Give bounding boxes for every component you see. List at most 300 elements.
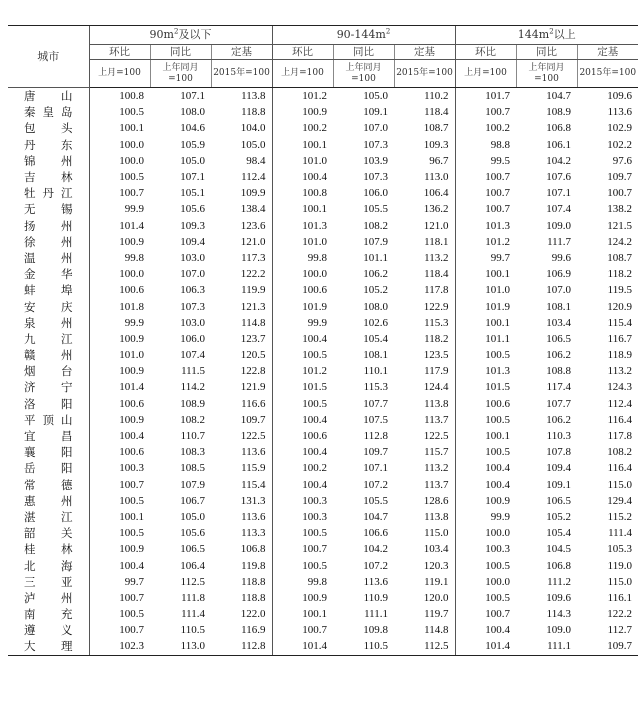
value-cell: 107.6 [546, 171, 571, 184]
sub-header-yoy: 同比 [150, 45, 211, 60]
value-cell: 129.4 [607, 494, 632, 507]
value-cell: 100.0 [89, 137, 150, 153]
table-row [8, 185, 638, 201]
value-cell: 128.6 [423, 494, 449, 507]
value-cell: 100.7 [455, 606, 516, 622]
value-cell: 100.1 [89, 120, 150, 136]
value-cell: 116.4 [607, 462, 632, 475]
value-cell: 122.9 [423, 300, 449, 313]
value-cell: 101.1 [363, 251, 388, 264]
city-name-cell: 金华 [24, 267, 73, 282]
value-cell: 114.8 [424, 624, 449, 637]
value-cell: 100.8 [89, 88, 150, 105]
value-cell: 100.5 [89, 525, 150, 541]
value-cell: 103.0 [180, 316, 205, 329]
value-cell: 118.2 [607, 268, 632, 281]
value-cell: 108.3 [180, 446, 205, 459]
value-cell: 100.4 [455, 460, 516, 476]
unit-header-yoy: 上年同月=100 [333, 60, 394, 88]
value-cell: 100.9 [272, 590, 333, 606]
value-cell: 100.2 [272, 120, 333, 136]
city-name-cell: 吉林 [24, 170, 73, 185]
table-row [8, 396, 638, 412]
sub-header-base: 定基 [394, 45, 455, 60]
value-cell: 96.7 [429, 154, 449, 167]
value-cell: 114.2 [180, 381, 205, 394]
value-cell: 100.6 [455, 396, 516, 412]
value-cell: 107.0 [180, 268, 205, 281]
table-row [8, 169, 638, 185]
value-cell: 107.7 [546, 397, 571, 410]
value-cell: 100.4 [89, 557, 150, 573]
value-cell: 100.4 [272, 477, 333, 493]
value-cell: 109.1 [546, 478, 571, 491]
table-row [8, 379, 638, 395]
value-cell: 112.7 [607, 624, 632, 637]
value-cell: 100.4 [272, 412, 333, 428]
value-cell: 109.6 [607, 90, 632, 103]
value-cell: 120.0 [423, 591, 449, 604]
value-cell: 112.5 [180, 575, 205, 588]
value-cell: 105.5 [363, 494, 388, 507]
value-cell: 103.4 [423, 543, 449, 556]
table-row [8, 347, 638, 363]
value-cell: 105.4 [363, 332, 388, 345]
value-cell: 105.4 [546, 527, 571, 540]
city-name-cell: 秦皇岛 [24, 105, 73, 120]
value-cell: 110.3 [546, 430, 571, 443]
table-row [8, 638, 638, 655]
value-cell: 113.6 [363, 575, 388, 588]
value-cell: 107.9 [363, 235, 388, 248]
value-cell: 108.0 [180, 106, 205, 119]
value-cell: 109.7 [577, 638, 638, 655]
city-name-cell: 北海 [24, 558, 73, 573]
value-cell: 113.2 [607, 365, 632, 378]
table-row [8, 120, 638, 136]
value-cell: 112.8 [363, 430, 388, 443]
table-row [8, 477, 638, 493]
unit-header-base: 2015年=100 [211, 60, 272, 88]
value-cell: 107.3 [180, 300, 205, 313]
value-cell: 111.8 [181, 591, 205, 604]
value-cell: 108.1 [363, 349, 388, 362]
group-header-over-144: $144m^2$以上 [455, 26, 638, 45]
city-name-cell: 岳阳 [24, 461, 73, 476]
value-cell: 101.9 [272, 298, 333, 314]
value-cell: 121.5 [607, 219, 632, 232]
value-cell: 114.3 [546, 608, 571, 621]
value-cell: 113.2 [424, 251, 449, 264]
value-cell: 105.2 [546, 510, 571, 523]
value-cell: 113.8 [424, 397, 449, 410]
value-cell: 100.4 [272, 331, 333, 347]
city-name-cell: 遵义 [24, 623, 73, 638]
table-row [8, 137, 638, 153]
table-row [8, 590, 638, 606]
value-cell: 111.4 [608, 527, 632, 540]
table-row [8, 541, 638, 557]
city-name-cell: 徐州 [24, 234, 73, 249]
table-row [8, 218, 638, 234]
value-cell: 121.0 [423, 219, 449, 232]
table-row [8, 428, 638, 444]
value-cell: 106.2 [546, 413, 571, 426]
value-cell: 124.2 [607, 235, 632, 248]
value-cell: 99.9 [455, 509, 516, 525]
value-cell: 101.1 [455, 331, 516, 347]
value-cell: 106.2 [546, 349, 571, 362]
city-name-cell: 温州 [24, 250, 73, 265]
value-cell: 101.0 [272, 234, 333, 250]
value-cell: 109.7 [607, 171, 632, 184]
value-cell: 118.4 [424, 268, 449, 281]
value-cell: 108.9 [180, 397, 205, 410]
value-cell: 107.1 [180, 90, 205, 103]
value-cell: 123.5 [423, 349, 449, 362]
value-cell: 100.7 [455, 201, 516, 217]
value-cell: 113.0 [424, 171, 449, 184]
value-cell: 116.4 [607, 413, 632, 426]
value-cell: 100.6 [89, 282, 150, 298]
group-header-under-90: $90m^2$及以下 [89, 26, 272, 45]
value-cell: 109.7 [363, 446, 388, 459]
city-name-cell: 洛阳 [24, 396, 73, 411]
value-cell: 100.4 [272, 444, 333, 460]
value-cell: 113.8 [424, 510, 449, 523]
table-row [8, 104, 638, 120]
value-cell: 124.4 [423, 381, 449, 394]
value-cell: 100.4 [272, 169, 333, 185]
value-cell: 100.7 [455, 169, 516, 185]
value-cell: 107.1 [180, 171, 205, 184]
value-cell: 109.0 [546, 219, 571, 232]
table-row [8, 88, 638, 105]
value-cell: 117.8 [424, 284, 449, 297]
value-cell: 107.9 [180, 478, 205, 491]
city-name-cell: 韶关 [24, 526, 73, 541]
value-cell: 104.0 [240, 122, 266, 135]
value-cell: 119.5 [607, 284, 632, 297]
value-cell: 100.5 [272, 396, 333, 412]
value-cell: 115.3 [424, 316, 449, 329]
value-cell: 113.6 [241, 446, 266, 459]
value-cell: 100.7 [455, 104, 516, 120]
value-cell: 108.2 [363, 219, 388, 232]
value-cell: 100.1 [455, 428, 516, 444]
value-cell: 100.3 [455, 541, 516, 557]
value-cell: 106.9 [546, 268, 571, 281]
table-row [8, 460, 638, 476]
value-cell: 122.5 [423, 430, 449, 443]
city-name-cell: 济宁 [24, 380, 73, 395]
value-cell: 100.6 [89, 396, 150, 412]
value-cell: 108.0 [363, 300, 388, 313]
value-cell: 122.8 [240, 365, 266, 378]
city-name-cell: 烟台 [24, 364, 73, 379]
value-cell: 100.3 [272, 493, 333, 509]
unit-header-mom: 上月=100 [272, 60, 333, 88]
city-name-cell: 丹东 [24, 137, 73, 152]
value-cell: 106.2 [363, 268, 388, 281]
value-cell: 109.8 [363, 624, 388, 637]
value-cell: 99.9 [89, 201, 150, 217]
value-cell: 100.2 [272, 460, 333, 476]
value-cell: 100.7 [455, 185, 516, 201]
value-cell: 122.2 [240, 268, 266, 281]
value-cell: 100.5 [455, 412, 516, 428]
value-cell: 108.7 [423, 122, 449, 135]
value-cell: 102.6 [363, 316, 388, 329]
value-cell: 100.3 [89, 460, 150, 476]
value-cell: 105.0 [180, 154, 205, 167]
value-cell: 113.8 [241, 90, 266, 103]
value-cell: 110.2 [424, 90, 449, 103]
sub-header-mom: 环比 [272, 45, 333, 60]
value-cell: 117.4 [546, 381, 571, 394]
value-cell: 118.8 [241, 575, 266, 588]
value-cell: 99.8 [272, 250, 333, 266]
city-name-cell: 泉州 [24, 315, 73, 330]
city-name-cell: 常德 [24, 477, 73, 492]
value-cell: 138.4 [240, 203, 266, 216]
value-cell: 107.4 [180, 349, 205, 362]
city-name-cell: 三亚 [24, 574, 73, 589]
value-cell: 100.1 [272, 137, 333, 153]
value-cell: 104.2 [546, 154, 571, 167]
table-row [8, 557, 638, 573]
value-cell: 100.9 [89, 234, 150, 250]
value-cell: 106.5 [546, 332, 571, 345]
value-cell: 107.3 [363, 171, 388, 184]
value-cell: 111.5 [181, 365, 205, 378]
value-cell: 100.5 [89, 104, 150, 120]
table-row [8, 525, 638, 541]
unit-header-mom: 上月=100 [89, 60, 150, 88]
value-cell: 100.5 [89, 169, 150, 185]
value-cell: 117.8 [607, 430, 632, 443]
value-cell: 117.9 [424, 365, 449, 378]
value-cell: 112.8 [211, 638, 272, 655]
city-name-cell: 惠州 [24, 493, 73, 508]
value-cell: 107.7 [363, 397, 388, 410]
sub-header-mom: 环比 [455, 45, 516, 60]
value-cell: 100.6 [272, 282, 333, 298]
value-cell: 101.0 [89, 347, 150, 363]
value-cell: 113.3 [241, 527, 266, 540]
city-name-cell: 襄阳 [24, 445, 73, 460]
value-cell: 115.0 [607, 478, 632, 491]
value-cell: 113.0 [150, 638, 211, 655]
sub-header-yoy: 同比 [516, 45, 577, 60]
value-cell: 98.4 [246, 154, 266, 167]
value-cell: 113.7 [424, 413, 449, 426]
value-cell: 105.2 [363, 284, 388, 297]
value-cell: 123.6 [240, 219, 266, 232]
table-row [8, 509, 638, 525]
value-cell: 100.0 [89, 266, 150, 282]
value-cell: 102.3 [89, 638, 150, 655]
value-cell: 99.8 [89, 250, 150, 266]
city-name-cell: 牡丹江 [24, 186, 73, 201]
value-cell: 99.7 [455, 250, 516, 266]
value-cell: 115.7 [424, 446, 449, 459]
value-cell: 100.7 [89, 477, 150, 493]
value-cell: 100.0 [455, 525, 516, 541]
value-cell: 100.9 [89, 541, 150, 557]
value-cell: 119.9 [241, 284, 266, 297]
value-cell: 118.8 [241, 591, 266, 604]
value-cell: 108.2 [180, 413, 205, 426]
value-cell: 111.7 [547, 235, 571, 248]
city-name-cell: 九江 [24, 331, 73, 346]
value-cell: 107.2 [363, 478, 388, 491]
value-cell: 108.2 [607, 446, 632, 459]
value-cell: 110.9 [363, 591, 388, 604]
value-cell: 115.4 [241, 478, 266, 491]
value-cell: 101.3 [455, 218, 516, 234]
value-cell: 101.9 [455, 298, 516, 314]
value-cell: 110.7 [180, 430, 205, 443]
table-row [8, 266, 638, 282]
value-cell: 105.0 [180, 510, 205, 523]
value-cell: 108.8 [546, 365, 571, 378]
value-cell: 100.4 [89, 428, 150, 444]
city-name-cell: 赣州 [24, 348, 73, 363]
city-name-cell: 安庆 [24, 299, 73, 314]
city-name-cell: 湛江 [24, 509, 73, 524]
city-name-cell: 锦州 [24, 153, 73, 168]
value-cell: 103.4 [546, 316, 571, 329]
value-cell: 121.3 [240, 300, 266, 313]
value-cell: 99.9 [89, 315, 150, 331]
value-cell: 106.4 [180, 559, 205, 572]
value-cell: 103.9 [363, 154, 388, 167]
value-cell: 106.8 [546, 122, 571, 135]
value-cell: 122.0 [240, 608, 266, 621]
value-cell: 116.6 [241, 397, 266, 410]
value-cell: 117.3 [241, 251, 266, 264]
value-cell: 101.0 [272, 153, 333, 169]
value-cell: 108.9 [546, 106, 571, 119]
value-cell: 123.7 [240, 332, 266, 345]
table-row [8, 363, 638, 379]
value-cell: 121.9 [240, 381, 266, 394]
value-cell: 101.4 [272, 638, 333, 655]
value-cell: 122.5 [240, 430, 266, 443]
value-cell: 100.9 [89, 331, 150, 347]
value-cell: 106.8 [546, 559, 571, 572]
value-cell: 109.0 [546, 624, 571, 637]
value-cell: 119.7 [424, 608, 449, 621]
table-row [8, 444, 638, 460]
value-cell: 100.7 [272, 541, 333, 557]
city-name-cell: 蚌埠 [24, 283, 73, 298]
value-cell: 109.3 [180, 219, 205, 232]
value-cell: 106.5 [180, 543, 205, 556]
table-row [8, 574, 638, 590]
value-cell: 99.8 [272, 574, 333, 590]
value-cell: 101.4 [455, 638, 516, 655]
value-cell: 100.6 [272, 428, 333, 444]
value-cell: 107.4 [546, 203, 571, 216]
value-cell: 105.1 [180, 187, 205, 200]
value-cell: 106.6 [363, 527, 388, 540]
value-cell: 105.0 [363, 90, 388, 103]
value-cell: 111.1 [364, 608, 388, 621]
value-cell: 101.5 [455, 379, 516, 395]
value-cell: 100.5 [272, 347, 333, 363]
unit-header-mom: 上月=100 [455, 60, 516, 88]
sub-header-base: 定基 [211, 45, 272, 60]
table-row [8, 201, 638, 217]
value-cell: 113.2 [424, 462, 449, 475]
value-cell: 111.4 [181, 608, 205, 621]
value-cell: 106.1 [546, 138, 571, 151]
value-cell: 100.5 [455, 557, 516, 573]
value-cell: 109.1 [363, 106, 388, 119]
table-row [8, 493, 638, 509]
table-body [8, 88, 638, 656]
value-cell: 108.7 [607, 251, 632, 264]
value-cell: 105.9 [180, 138, 205, 151]
table-row [8, 298, 638, 314]
value-cell: 118.1 [424, 235, 449, 248]
value-cell: 108.1 [546, 300, 571, 313]
value-cell: 120.5 [240, 349, 266, 362]
value-cell: 101.2 [272, 363, 333, 379]
value-cell: 106.7 [180, 494, 205, 507]
value-cell: 100.1 [455, 315, 516, 331]
value-cell: 118.9 [607, 349, 632, 362]
value-cell: 101.2 [272, 88, 333, 105]
value-cell: 107.0 [546, 284, 571, 297]
table-row [8, 315, 638, 331]
unit-header-base: 2015年=100 [394, 60, 455, 88]
sub-header-base: 定基 [577, 45, 638, 60]
value-cell: 104.6 [180, 122, 205, 135]
unit-header-row [8, 60, 638, 88]
value-cell: 109.9 [240, 187, 266, 200]
value-cell: 100.7 [607, 187, 632, 200]
value-cell: 122.2 [607, 608, 632, 621]
value-cell: 101.4 [89, 218, 150, 234]
value-cell: 100.7 [272, 622, 333, 638]
value-cell: 118.4 [424, 106, 449, 119]
value-cell: 111.1 [516, 638, 577, 655]
value-cell: 120.9 [607, 300, 632, 313]
value-cell: 104.7 [363, 510, 388, 523]
value-cell: 100.7 [89, 590, 150, 606]
value-cell: 100.0 [89, 153, 150, 169]
sub-header-row [8, 45, 638, 60]
value-cell: 100.5 [89, 606, 150, 622]
value-cell: 107.1 [363, 462, 388, 475]
value-cell: 116.7 [607, 332, 632, 345]
value-cell: 116.1 [607, 591, 632, 604]
value-cell: 100.0 [272, 266, 333, 282]
value-cell: 100.1 [455, 266, 516, 282]
table-header [8, 26, 638, 88]
value-cell: 107.8 [546, 446, 571, 459]
value-cell: 101.3 [272, 218, 333, 234]
value-cell: 113.7 [424, 478, 449, 491]
value-cell: 109.4 [546, 462, 571, 475]
value-cell: 100.7 [89, 622, 150, 638]
value-cell: 105.6 [180, 203, 205, 216]
value-cell: 100.5 [455, 347, 516, 363]
value-cell: 108.5 [180, 462, 205, 475]
